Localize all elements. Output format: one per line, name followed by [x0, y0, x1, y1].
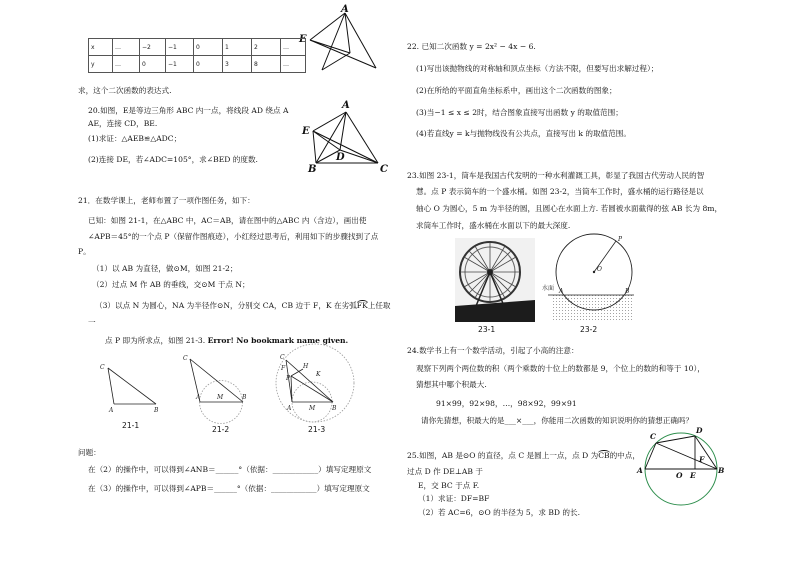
xy-value-table [88, 38, 306, 73]
q20-line1: 20.如图，E是等边三角形 ABC 内一点，将线段 AD 绕点 A [88, 106, 289, 115]
q21-step2: （2）过点 M 作 AB 的垂线，交⊙M 于点 N； [92, 280, 250, 289]
segment-e-right [310, 40, 376, 68]
q25-label-o: O [676, 471, 683, 480]
top-figure-label-a: A [341, 4, 349, 15]
q25-label-c: C [650, 432, 656, 441]
top-triangle-figure [310, 13, 376, 70]
table-cell: … [113, 39, 140, 56]
q21-questions-title: 问题： [78, 448, 101, 457]
fig21-3-label-k: K [316, 371, 321, 378]
fig-21-1 [108, 368, 156, 404]
caption-21-3: 21-3 [308, 425, 326, 434]
q23-line1: 23.如图 23-1，筒车是我国古代发明的一种水利灌溉工具，彰显了我国古代劳动人民的智 [407, 171, 705, 180]
caption-23-2: 23-2 [580, 325, 598, 334]
q21-step3-text-b: 上任取 [367, 301, 391, 310]
table-cell: 0 [194, 56, 223, 73]
table-cell: x [89, 39, 113, 56]
water-hatch [552, 295, 632, 320]
q25-arc-cb: CB [598, 451, 610, 460]
fig21-3-label-p: P [286, 375, 291, 382]
table-cell: 2 [252, 39, 281, 56]
q20-figure [313, 112, 378, 163]
fig21-3-label-b: B [332, 405, 337, 412]
table-row-y [89, 56, 306, 73]
fig21-1-label-b: B [154, 407, 159, 414]
caption-21-1: 21-1 [122, 421, 140, 430]
fig-23-2 [548, 234, 634, 320]
q24-header: 24.数学书上有一个数学活动，引起了小高的注意： [407, 346, 579, 355]
q23-line3: 轴心 O 为圆心，5 m 为半径的圆，且圆心在水面上方. 若圆被水面截得的弦 AB 长为 8m， [416, 204, 723, 213]
q25-label-d: D [696, 426, 703, 435]
q21-step3-arc-fk: FK [356, 301, 368, 310]
q21-step1: （1）以 AB 为直径，做⊙M，如图 21-2； [92, 264, 238, 273]
q20-label-a: A [342, 100, 350, 111]
table-cell: … [281, 39, 306, 56]
segment-eb [313, 131, 316, 163]
fig21-3-label-m: M [309, 405, 316, 412]
q23-line2: 慧。点 P 表示筒车的一个盛水桶。如图 23-2，当筒车工作时，盛水桶的运行路径是以 [416, 187, 704, 196]
q20-label-d: D [336, 152, 345, 163]
q21-question-a: 在（2）的操作中，可以得到∠ANB＝______°（依据：____________）填写定理原文 [88, 465, 372, 474]
q22-part4: (4)若直线y = k与抛物线没有公共点，直接写出 k 的取值范围。 [416, 129, 631, 138]
segment-cb [286, 360, 333, 402]
fig23-2-label-a: A [559, 288, 564, 295]
q20-label-b: B [308, 164, 317, 175]
table-cell: 1 [223, 39, 252, 56]
segment-ae [313, 112, 346, 131]
q25-line1-text-b: 的中点， [609, 451, 640, 460]
table-cell: 3 [223, 56, 252, 73]
q21-question-b: 在（3）的操作中，可以得到∠APB＝______°（依据：____________）填写定理原文 [88, 484, 370, 493]
table-row-x [89, 39, 306, 56]
q21-bookmark-error: Error! No bookmark name given. [207, 336, 349, 345]
q21-step3 [95, 300, 391, 311]
fig21-3-label-h: H [303, 363, 309, 370]
q25-label-f: F [699, 455, 705, 464]
segment-dc [340, 150, 378, 163]
q24-products: 91×99，92×98，…，98×92，99×91 [436, 399, 577, 408]
fig21-2-label-a: A [196, 394, 201, 401]
segment-ca [108, 368, 114, 404]
top-figure-label-e: E [299, 34, 307, 45]
segment-a-mid [345, 13, 350, 53]
q20-part1: (1)求证：△AEB≌△ADC； [88, 134, 182, 143]
q25-part2: （2）若 AC=6，⊙O 的半径为 5，求 BD 的长. [418, 508, 581, 517]
q25-part1: （1）求证：DF=BF [418, 494, 490, 503]
q23-line4: 求筒车工作时，盛水桶在水面以下的最大深度. [416, 221, 571, 230]
q25-line2: 过点 D 作 DE⊥AB 于 [407, 467, 483, 476]
q20-part2: (2)连接 DE，若∠ADC=105°，求∠BED 的度数. [88, 155, 258, 164]
q21-final-line [105, 336, 348, 346]
q24-line4: 请你先猜想，积最大的是___×___，你能用二次函数的知识说明你的猜想正确吗？ [421, 416, 694, 425]
fig23-2-water-label: 水面 [542, 285, 555, 292]
q21-line3: P。 [78, 247, 91, 256]
caption-23-1: 23-1 [478, 325, 496, 334]
fig23-2-label-p: P [618, 236, 623, 243]
fig21-3-label-a: A [287, 405, 292, 412]
fig21-1-label-a: A [109, 407, 114, 414]
q21-step3-text-a: （3）以点 N 为圆心，NA 为半径作⊙N，分别交 CA，CB 边于 F，K 在劣弧 [95, 301, 357, 310]
q25-figure [645, 433, 717, 505]
q24-line2: 猜想其中哪个积最大. [416, 380, 487, 389]
q25-line1-text-a: 25.如图，AB 是⊙O 的直径，点 C 是圆上一点，点 D 为 [407, 451, 599, 460]
fig23-2-label-o: O [597, 266, 602, 273]
q19-tail-text: 求，这个二次函数的表达式. [78, 86, 172, 95]
segment-pb [291, 376, 333, 402]
q25-label-a: A [637, 466, 643, 475]
segment-cd [656, 436, 695, 443]
q25-label-e: E [690, 471, 696, 480]
segment-a-right [345, 13, 376, 68]
fig21-2-label-m: M [217, 394, 224, 401]
fig21-2-label-b: B [242, 394, 247, 401]
q21-final-text: 点 P 即为所求点，如图 21-3. [105, 336, 208, 345]
q22-part3: (3)当−1 ≤ x ≤ 2时，结合图象直接写出函数 y 的取值范围； [416, 108, 623, 117]
q22-header: 22. 已知二次函数 y = 2x² − 4x − 6. [407, 42, 536, 51]
segment-left-mid [322, 53, 350, 70]
fig21-1-label-c: C [100, 364, 105, 371]
table-cell: 0 [140, 56, 166, 73]
table-cell: y [89, 56, 113, 73]
table-cell: 0 [194, 39, 223, 56]
q20-line2: AE，连接 CD，BE. [88, 119, 158, 128]
q22-part1: (1)写出该抛物线的对称轴和顶点坐标（方法不限，但要写出求解过程）； [416, 64, 659, 73]
fig21-3-label-c: C [280, 354, 285, 361]
fig23-2-label-b: B [625, 288, 630, 295]
table-cell: −1 [166, 39, 194, 56]
q24-line1: 观察下列两个两位数的积（两个乘数的十位上的数都是 9，个位上的数的和等于 10）， [416, 364, 705, 373]
table-cell: … [113, 56, 140, 73]
segment-cb [108, 368, 156, 404]
q25-label-b: B [718, 466, 725, 475]
caption-21-2: 21-2 [212, 425, 230, 434]
center-o [593, 271, 595, 273]
fig21-2-label-c: C [183, 355, 188, 362]
segment-ed [313, 131, 340, 150]
table-cell: −1 [166, 56, 194, 73]
fig-23-1-water-wheel-photo [455, 238, 535, 322]
q20-label-e: E [302, 126, 310, 137]
q21-step3-continued: 一 [88, 318, 96, 327]
q21-header: 21．在数学课上，老师布置了一项作图任务，如下： [78, 196, 255, 205]
table-cell: 8 [252, 56, 281, 73]
q20-label-c: C [380, 164, 388, 175]
fig-21-2 [190, 359, 243, 424]
q25-line3: E，交 BC 于点 F. [418, 481, 480, 490]
q25-line1 [407, 450, 640, 461]
segment-ac [645, 443, 656, 469]
fig21-3-label-f: F [281, 365, 286, 372]
q21-line1: 已知：如图 21-1，在△ABC 中，AC＝AB，请在图中的△ABC 内（含边），画出使 [88, 216, 367, 225]
q22-part2: (2)在所给的平面直角坐标系中，画出这个二次函数的图象； [416, 86, 617, 95]
q21-line2: ∠APB＝45°的一个点 P（保留作图痕迹），小红经过思考后，利用如下的步骤找到了点 [88, 232, 379, 241]
table-cell: … [281, 56, 306, 73]
table-cell: −2 [140, 39, 166, 56]
